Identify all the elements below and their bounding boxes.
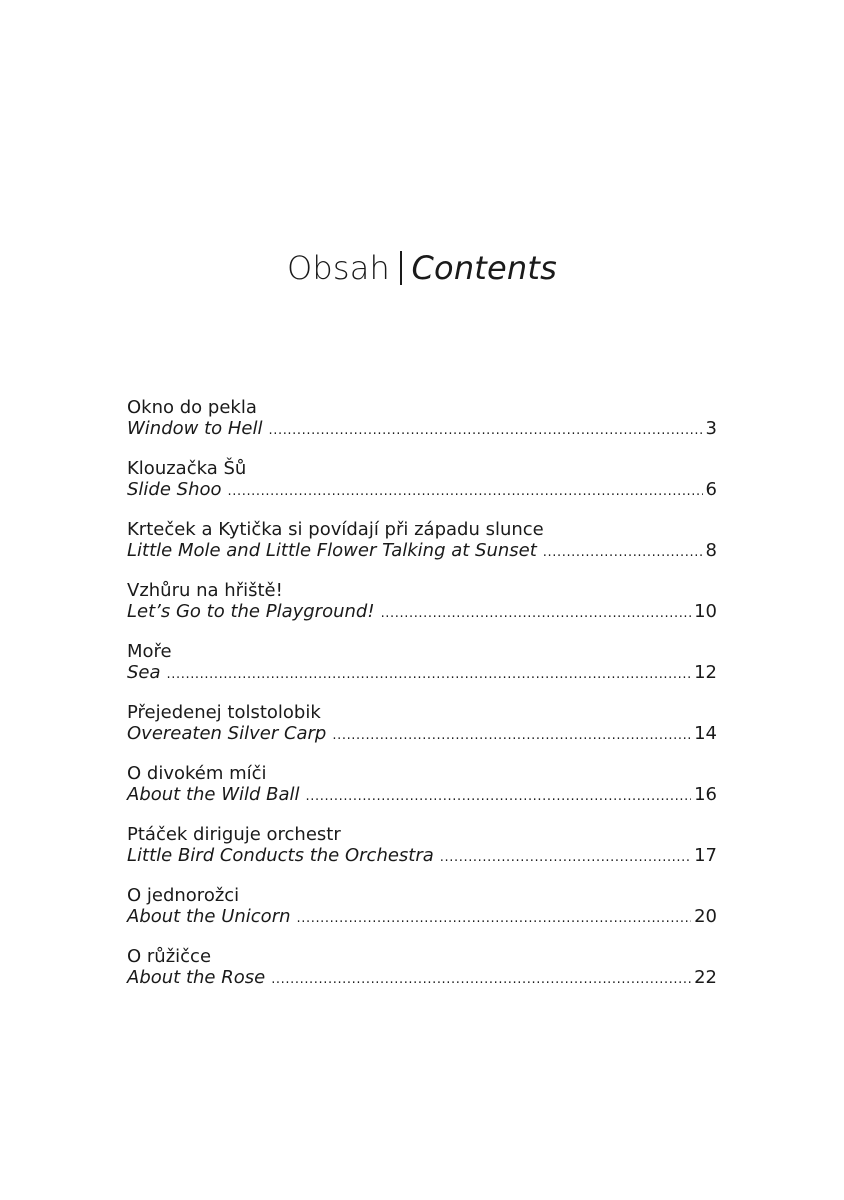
toc-entry-czech-title: Klouzačka Šů: [127, 458, 247, 479]
toc-entry-page-number: 16: [694, 783, 717, 805]
toc-entry-page-number: 22: [694, 966, 717, 988]
dot-leader: [306, 787, 692, 808]
toc-entry: [127, 947, 717, 1008]
toc-entry-page-number: 8: [705, 539, 717, 561]
toc-entry: [127, 703, 717, 764]
toc-entry: [127, 886, 717, 947]
toc-entry-english-title: Let’s Go to the Playground!: [127, 600, 375, 622]
toc-entry-czech-title: Okno do pekla: [127, 397, 257, 418]
toc-entry-page-number: 6: [705, 478, 717, 500]
toc-entry-english-title: About the Rose: [127, 966, 266, 988]
toc-entry-czech-title: Vzhůru na hřiště!: [127, 580, 283, 601]
dot-leader: [271, 970, 691, 991]
page-title: [0, 248, 844, 288]
toc-entry-page-number: 3: [705, 417, 717, 439]
toc-entry-english-title: Overeaten Silver Carp: [127, 722, 327, 744]
dot-leader: [543, 543, 703, 564]
toc-entry: [127, 520, 717, 581]
dot-leader: [381, 604, 692, 625]
dot-leader: [332, 726, 691, 747]
toc-entry-english-title: About the Wild Ball: [127, 783, 300, 805]
toc-entry-english-title: Sea: [127, 661, 161, 683]
toc-entry-czech-title: O růžičce: [127, 946, 212, 967]
toc-entry-czech-title: O jednorožci: [127, 885, 240, 906]
dot-leader: [167, 665, 692, 686]
toc-entry-english-title: Little Bird Conducts the Orchestra: [127, 844, 434, 866]
toc-entry-english-title: Little Mole and Little Flower Talking at Sunset: [127, 539, 537, 561]
toc-entry-english-title: Slide Shoo: [127, 478, 222, 500]
toc-entry: [127, 398, 717, 459]
toc-entry: [127, 581, 717, 642]
table-of-contents: [127, 398, 717, 1008]
toc-entry: [127, 642, 717, 703]
title-separator: [400, 251, 402, 285]
toc-entry: [127, 459, 717, 520]
toc-entry-czech-title: Ptáček diriguje orchestr: [127, 824, 341, 845]
dot-leader: [297, 909, 692, 930]
toc-entry-czech-title: O divokém míči: [127, 763, 267, 784]
toc-entry-page-number: 17: [694, 844, 717, 866]
toc-entry-page-number: 12: [694, 661, 717, 683]
toc-entry-czech-title: Moře: [127, 641, 172, 662]
toc-entry-czech-title: Přejedenej tolstolobik: [127, 702, 321, 723]
toc-entry: [127, 825, 717, 886]
toc-entry-czech-title: Krteček a Kytička si povídají při západu slunce: [127, 519, 544, 540]
title-czech: Obsah: [286, 249, 390, 287]
dot-leader: [269, 421, 703, 442]
dot-leader: [440, 848, 691, 869]
dot-leader: [228, 482, 703, 503]
toc-entry: [127, 764, 717, 825]
title-english: Contents: [411, 249, 558, 287]
toc-entry-page-number: 20: [694, 905, 717, 927]
toc-entry-english-title: Window to Hell: [127, 417, 263, 439]
toc-entry-page-number: 14: [694, 722, 717, 744]
toc-entry-english-title: About the Unicorn: [127, 905, 291, 927]
toc-entry-page-number: 10: [694, 600, 717, 622]
